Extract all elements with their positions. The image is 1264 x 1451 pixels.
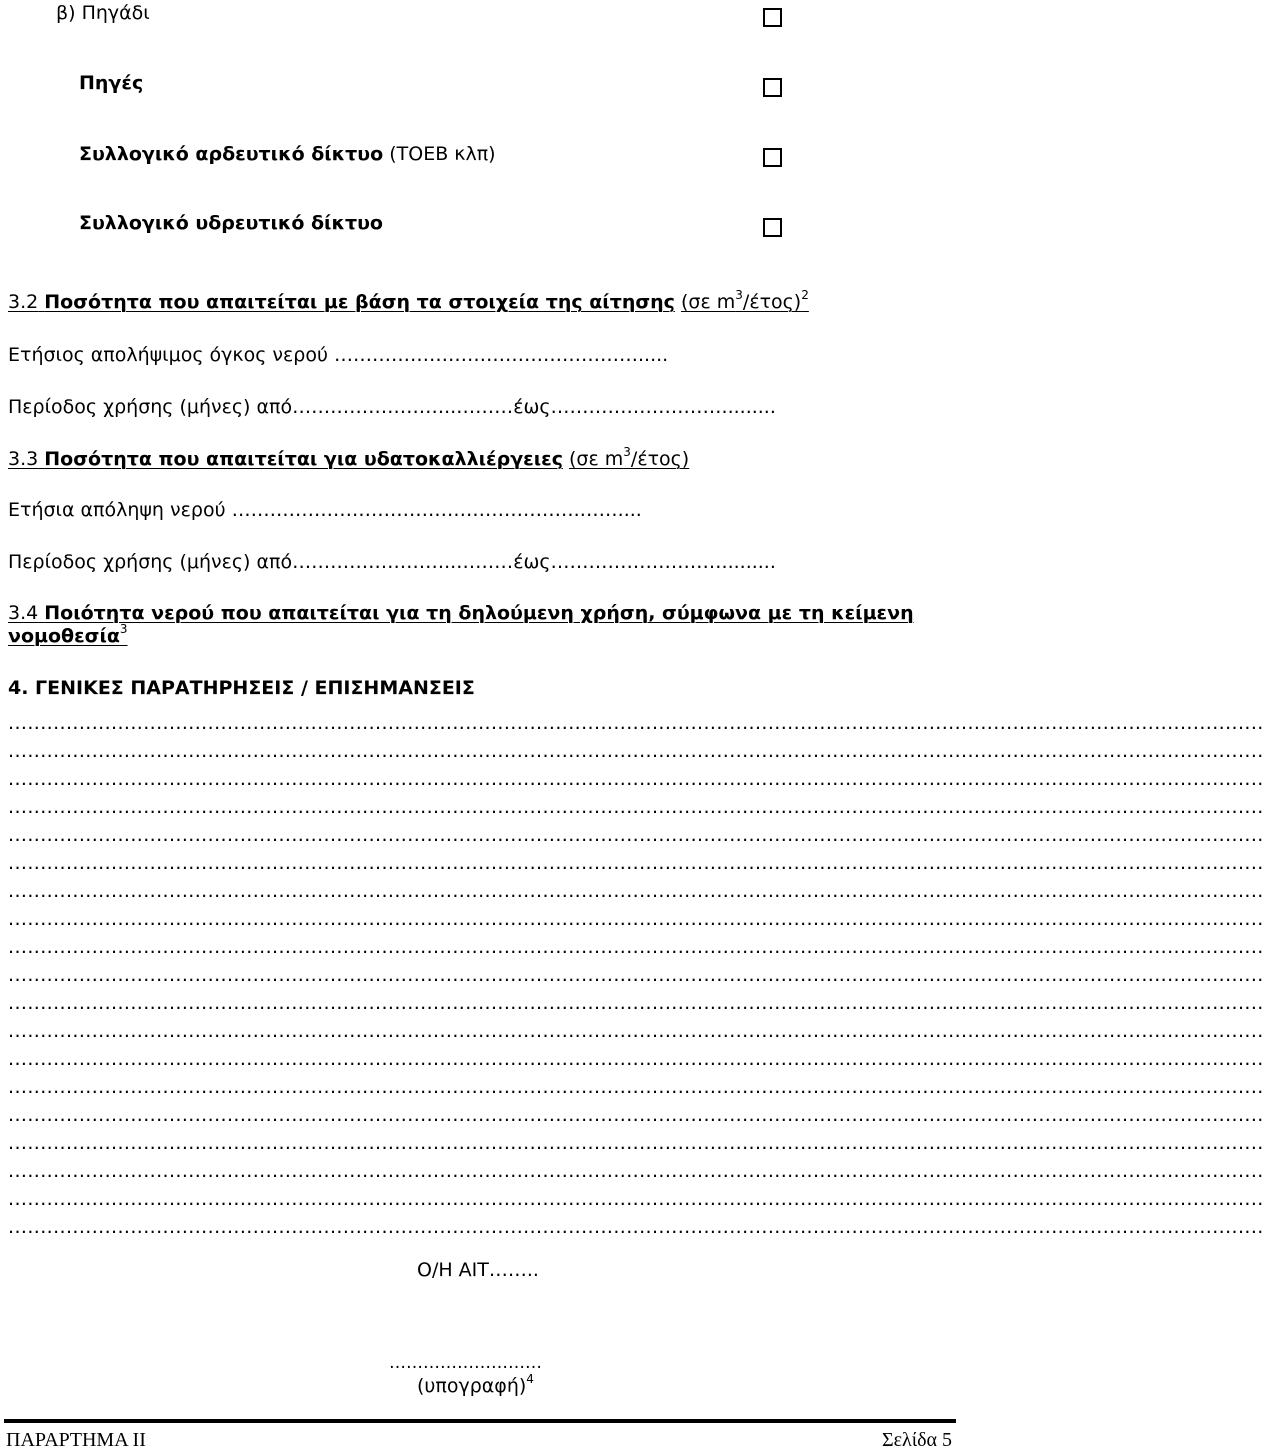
remark-dotted-line[interactable]: ................................................................................................................................................................................................... — [8, 880, 1264, 902]
remark-dotted-line[interactable]: ................................................................................................................................................................................................... — [8, 936, 1264, 958]
annual-volume-field[interactable]: Ετήσιος απολήψιμος όγκος νερού …………………………………………..... — [8, 344, 669, 366]
footer-left: ΠΑΡΑΡΤΗΜΑ ΙΙ — [6, 1429, 146, 1451]
period-field-3-2[interactable]: Περίοδος χρήσης (μήνες) από……………………..………έως………………………......... — [8, 396, 776, 418]
remark-dotted-line[interactable]: ................................................................................................................................................................................................... — [8, 1188, 1264, 1210]
remark-dotted-line[interactable]: ................................................................................................................................................................................................... — [8, 992, 1264, 1014]
footer-page-number: Σελίδα 5 — [881, 1429, 952, 1451]
checkbox-water-supply-network[interactable] — [763, 218, 782, 237]
checkbox-springs[interactable] — [763, 78, 782, 97]
option-label-water-supply-network: Συλλογικό υδρευτικό δίκτυο — [79, 212, 383, 234]
option-label-well: β) Πηγάδι — [56, 2, 150, 24]
remark-dotted-line[interactable]: ................................................................................................................................................................................................... — [8, 1104, 1264, 1126]
remark-dotted-line[interactable]: ................................................................................................................................................................................................... — [8, 908, 1264, 930]
section-3-4-heading-line1: 3.4 Ποιότητα νερού που απαιτείται για τη δηλούμενη χρήση, σύμφωνα με τη κείμενη — [8, 602, 914, 624]
signature-label: $(\upsilon\pi o\gamma\rho\alpha\varphi ή)^4$ — [417, 1371, 534, 1397]
option-label-springs: Πηγές — [79, 72, 144, 94]
period-field-3-3[interactable]: Περίοδος χρήσης (μήνες) από……………………..………έως………………………......... — [8, 551, 776, 573]
remark-dotted-line[interactable]: ................................................................................................................................................................................................... — [8, 964, 1264, 986]
remark-dotted-line[interactable]: ................................................................................................................................................................................................... — [8, 1132, 1264, 1154]
remark-dotted-line[interactable]: ................................................................................................................................................................................................... — [8, 1020, 1264, 1042]
section-3-2-heading: 3.2 Ποσότητα που απαιτείται με βάση τα στοιχεία της αίτησης (σε $m^3/έ\tau o\varsigma)^2$ — [8, 287, 809, 313]
remark-dotted-line[interactable]: ................................................................................................................................................................................................... — [8, 796, 1264, 818]
remark-dotted-line[interactable]: ................................................................................................................................................................................................... — [8, 1216, 1264, 1238]
applicant-label: Ο/Η ΑΙΤ…….. — [417, 1259, 539, 1281]
checkbox-irrigation-network[interactable] — [763, 148, 782, 167]
annual-withdrawal-field[interactable]: Ετήσια απόληψη νερού ……………………………………………….…….... — [8, 499, 642, 521]
section-3-4-heading-line2: νομοθεσία$^3$ — [8, 621, 128, 647]
remark-dotted-line[interactable]: ................................................................................................................................................................................................... — [8, 1160, 1264, 1182]
remark-dotted-line[interactable]: ................................................................................................................................................................................................... — [8, 740, 1264, 762]
remark-dotted-line[interactable]: ................................................................................................................................................................................................... — [8, 712, 1264, 734]
signature-dots: ……………………… — [389, 1353, 542, 1373]
remark-dotted-line[interactable]: ................................................................................................................................................................................................... — [8, 1048, 1264, 1070]
option-label-irrigation-network: Συλλογικό αρδευτικό δίκτυο (ΤΟΕΒ κλπ) — [79, 143, 496, 165]
footer-rule — [4, 1419, 956, 1423]
remark-dotted-line[interactable]: ................................................................................................................................................................................................... — [8, 768, 1264, 790]
remark-dotted-line[interactable]: ................................................................................................................................................................................................... — [8, 1076, 1264, 1098]
section-3-3-heading: 3.3 Ποσότητα που απαιτείται για υδατοκαλλιέργειες (σε $m^3/έ\tau o\varsigma$) — [8, 444, 690, 470]
remark-dotted-line[interactable]: ................................................................................................................................................................................................... — [8, 824, 1264, 846]
checkbox-well[interactable] — [763, 8, 782, 27]
remark-dotted-line[interactable]: ................................................................................................................................................................................................... — [8, 852, 1264, 874]
section-4-heading: 4. ΓΕΝΙΚΕΣ ΠΑΡΑΤΗΡΗΣΕΙΣ / ΕΠΙΣΗΜΑΝΣΕΙΣ — [8, 677, 475, 699]
